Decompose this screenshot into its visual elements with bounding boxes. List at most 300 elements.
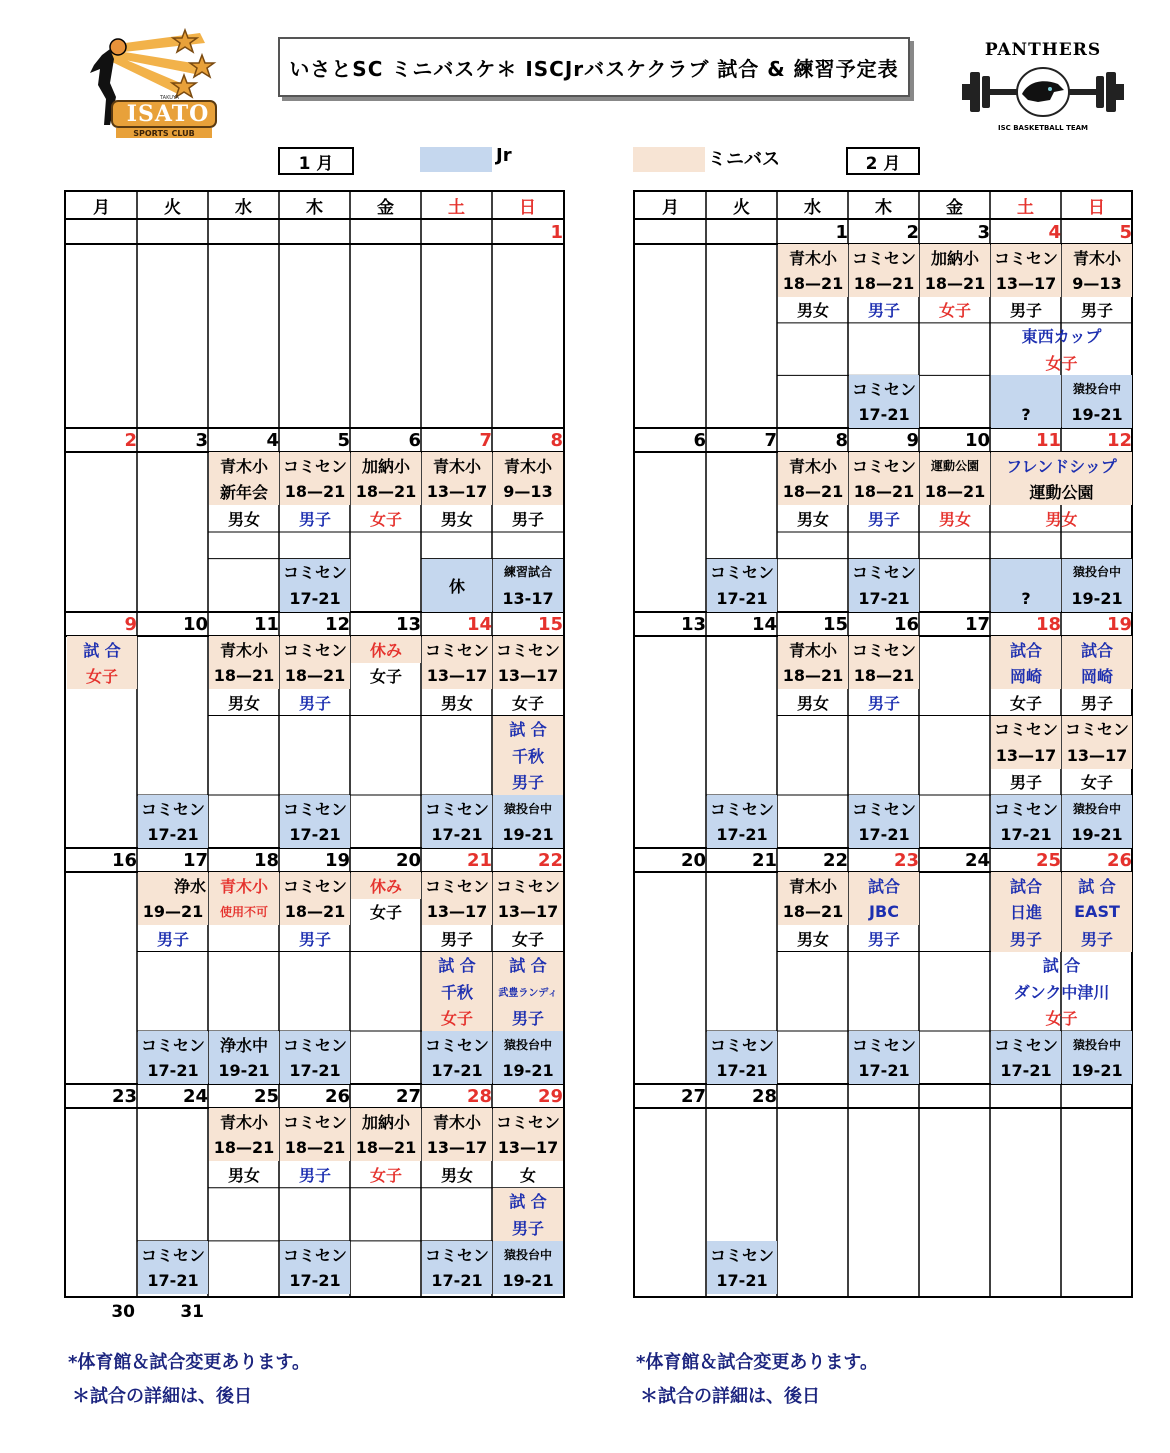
feb-day-number: [848, 1084, 921, 1108]
jan-day-number: 10: [182, 613, 208, 635]
jan-schedule-entry: 青木小: [422, 452, 492, 479]
feb-note-1: *体育館＆試合変更あります。: [636, 1352, 878, 1373]
feb-schedule-entry: 青木小: [778, 636, 848, 663]
jan-schedule-entry: 女子: [369, 510, 402, 530]
jan-schedule-entry: 女: [519, 1165, 536, 1185]
jan-schedule-entry: 17-21: [422, 1058, 492, 1085]
jan-schedule-entry: 千秋: [422, 978, 492, 1005]
feb-day-number: 3: [977, 221, 990, 243]
jan-schedule-entry: 17-21: [280, 1267, 350, 1294]
jan-schedule-entry: 休み: [351, 872, 421, 899]
jan-schedule-entry: 17-21: [422, 1267, 492, 1294]
feb-day-number: 7: [764, 429, 777, 451]
feb-weekday-header: 水: [804, 197, 821, 218]
jan-schedule-entry: 19-21: [493, 822, 563, 849]
feb-schedule-entry: [991, 559, 1061, 586]
jan-schedule-entry: コミセン: [280, 1108, 350, 1135]
jan-schedule-entry: 武豊ランディ: [493, 978, 563, 1005]
jan-weekday-header: 金: [377, 197, 394, 218]
feb-day-number: 26: [1106, 849, 1132, 871]
feb-schedule-entry: 日進: [991, 899, 1061, 926]
jan-schedule-entry: 17-21: [280, 822, 350, 849]
jan-note-2: ＊試合の詳細は、後日: [72, 1386, 252, 1407]
feb-schedule-entry: 9—13: [1062, 270, 1132, 296]
jan-schedule-entry: コミセン: [280, 636, 350, 663]
jan-day-number: 12: [324, 613, 350, 635]
barbell-panther-icon: [958, 62, 1128, 120]
jan-schedule-entry: コミセン: [422, 1031, 492, 1058]
jan-day-number: 22: [537, 849, 563, 871]
feb-schedule-entry: 岡崎: [1062, 663, 1132, 690]
jan-schedule-entry: コミセン: [280, 452, 350, 479]
feb-schedule-entry: 猿投台中: [1062, 795, 1132, 822]
jan-schedule-entry: コミセン: [280, 795, 350, 822]
jan-schedule-entry: 猿投台中: [493, 1241, 563, 1268]
feb-day-number: [919, 1084, 992, 1108]
jan-schedule-entry: 男子: [511, 510, 544, 530]
jan-schedule-entry: 18—21: [280, 479, 350, 506]
feb-schedule-entry: コミセン: [849, 636, 919, 663]
jan-schedule-entry: 17-21: [138, 1267, 208, 1294]
feb-schedule-entry: 13—17: [991, 742, 1061, 769]
feb-schedule-entry: 男子: [867, 929, 900, 949]
feb-schedule-entry: 男子: [1009, 773, 1042, 793]
jan-day-number: 8: [550, 429, 563, 451]
feb-schedule-entry: 猿投台中: [1062, 1031, 1132, 1058]
jan-day-number: 27: [395, 1085, 421, 1107]
jan-schedule-entry: コミセン: [138, 1031, 208, 1058]
jan-day-30: 30: [111, 1302, 135, 1322]
jan-schedule-entry: 男子: [298, 693, 331, 713]
feb-day-number: 4: [1048, 221, 1061, 243]
feb-day-number: 18: [1035, 613, 1061, 635]
feb-weekday-header: 土: [1017, 197, 1034, 218]
feb-schedule-entry: 青木小: [778, 452, 848, 479]
jan-schedule-entry: 女子: [67, 663, 137, 690]
jan-schedule-entry: 男子: [298, 1165, 331, 1185]
jan-schedule-entry: コミセン: [280, 1241, 350, 1268]
jan-schedule-entry: コミセン: [493, 1108, 563, 1135]
jan-day-number: [350, 220, 423, 244]
feb-weekday-header: 月: [662, 197, 679, 218]
jan-schedule-entry: 18—21: [351, 479, 421, 506]
feb-day-number: 1: [835, 221, 848, 243]
feb-schedule-entry: ?: [991, 585, 1061, 612]
jan-schedule-entry: 13-17: [493, 585, 563, 612]
feb-schedule-entry: 18—21: [849, 663, 919, 690]
feb-day-number: [990, 1084, 1063, 1108]
feb-schedule-entry: 男女: [938, 510, 971, 530]
feb-schedule-entry: 女子: [1045, 353, 1078, 373]
feb-schedule-entry: 17-21: [707, 822, 777, 849]
feb-schedule-entry: 17-21: [849, 585, 919, 612]
jan-schedule-entry: 休: [422, 559, 492, 612]
jan-day-number: 14: [466, 613, 492, 635]
feb-schedule-entry: コミセン: [991, 795, 1061, 822]
feb-schedule-entry: 18—21: [778, 479, 848, 506]
jan-day-number: 1: [550, 221, 563, 243]
jan-schedule-entry: 17-21: [138, 1058, 208, 1085]
month-label-feb: 2 月: [846, 147, 920, 175]
jan-schedule-entry: 男女: [227, 693, 260, 713]
feb-weekday-header: 金: [946, 197, 963, 218]
feb-schedule-entry: コミセン: [707, 559, 777, 586]
jan-schedule-entry: 男子: [298, 929, 331, 949]
logo-main-text: ISATO: [126, 101, 210, 127]
jan-schedule-entry: 13—17: [422, 899, 492, 926]
jan-day-number: 13: [395, 613, 421, 635]
jan-schedule-entry: 猿投台中: [493, 1031, 563, 1058]
feb-schedule-entry: 19-21: [1062, 1058, 1132, 1085]
legend-jr-label: Jr: [496, 145, 512, 166]
feb-day-number: 20: [680, 849, 706, 871]
jan-schedule-entry: 女子: [369, 903, 402, 923]
feb-schedule-entry: コミセン: [991, 1031, 1061, 1058]
jan-schedule-entry: 男女: [440, 510, 473, 530]
jan-schedule-entry: 13—17: [422, 663, 492, 690]
feb-schedule-entry: 試合: [991, 872, 1061, 899]
feb-schedule-entry: コミセン: [991, 716, 1061, 743]
feb-schedule-entry: 男子: [1080, 301, 1113, 321]
feb-schedule-entry: 猿投台中: [1062, 375, 1132, 401]
feb-day-number: [706, 220, 779, 244]
feb-schedule-entry: ?: [991, 402, 1061, 428]
jan-schedule-entry: 男子: [156, 929, 189, 949]
jan-schedule-entry: 13—17: [493, 899, 563, 926]
jan-schedule-entry: 使用不可: [209, 899, 279, 926]
jan-day-number: 23: [111, 1085, 137, 1107]
jan-schedule-entry: 女子: [511, 929, 544, 949]
panthers-title: PANTHERS: [984, 40, 1102, 60]
jan-schedule-entry: 男女: [227, 510, 260, 530]
feb-schedule-entry: 女子: [1045, 1009, 1078, 1029]
feb-schedule-entry: 男子: [1009, 301, 1042, 321]
jan-schedule-entry: 18—21: [209, 1135, 279, 1162]
feb-day-number: 22: [822, 849, 848, 871]
jan-schedule-entry: コミセン: [493, 872, 563, 899]
feb-weekday-header: 木: [875, 197, 892, 218]
feb-day-number: [1061, 1084, 1134, 1108]
feb-schedule-entry: 運動公園: [991, 479, 1132, 506]
feb-schedule-entry: 男子: [991, 925, 1061, 952]
jan-schedule-entry: コミセン: [280, 872, 350, 899]
feb-schedule-entry: 13—17: [1062, 742, 1132, 769]
feb-schedule-entry: コミセン: [849, 795, 919, 822]
feb-schedule-entry: 男子: [867, 693, 900, 713]
jan-schedule-entry: 女子: [422, 1005, 492, 1032]
jan-schedule-entry: 加納小: [351, 452, 421, 479]
jan-schedule-entry: コミセン: [422, 636, 492, 663]
jan-schedule-entry: 休み: [351, 636, 421, 663]
jan-schedule-entry: コミセン: [493, 636, 563, 663]
jan-weekday-header: 土: [448, 197, 465, 218]
jan-schedule-entry: 13—17: [422, 1135, 492, 1162]
jan-schedule-entry: 18—21: [209, 663, 279, 690]
jan-day-number: [421, 220, 494, 244]
feb-schedule-entry: 男子: [1062, 925, 1132, 952]
jan-schedule-entry: 青木小: [209, 1108, 279, 1135]
jan-schedule-entry: 19-21: [493, 1058, 563, 1085]
jan-schedule-entry: コミセン: [280, 559, 350, 586]
feb-schedule-entry: 岡崎: [991, 663, 1061, 690]
jan-schedule-entry: 千秋: [493, 742, 563, 769]
jan-schedule-entry: 男子: [493, 1214, 563, 1241]
feb-schedule-entry: 運動公園: [920, 452, 990, 479]
feb-schedule-entry: 17-21: [849, 1058, 919, 1085]
jan-schedule-entry: コミセン: [422, 795, 492, 822]
feb-day-number: 15: [822, 613, 848, 635]
feb-schedule-entry: 男子: [867, 510, 900, 530]
feb-schedule-entry: [991, 375, 1061, 401]
jan-schedule-entry: 18—21: [280, 1135, 350, 1162]
jan-day-number: 5: [337, 429, 350, 451]
month-label-jan: 1 月: [278, 147, 354, 175]
feb-weekday-header: 日: [1088, 197, 1105, 218]
jan-day-number: 3: [195, 429, 208, 451]
feb-schedule-entry: 男女: [796, 301, 829, 321]
jan-schedule-entry: 女子: [511, 693, 544, 713]
jan-day-number: 6: [408, 429, 421, 451]
jan-schedule-entry: 19-21: [209, 1058, 279, 1085]
jan-schedule-entry: 試 合: [493, 1188, 563, 1215]
jan-day-number: 29: [537, 1085, 563, 1107]
feb-day-number: 13: [680, 613, 706, 635]
jan-schedule-entry: コミセン: [422, 872, 492, 899]
isato-logo: [80, 25, 230, 140]
jan-schedule-entry: 女子: [369, 667, 402, 687]
feb-schedule-entry: ダンク中津川: [1013, 982, 1110, 1002]
jan-schedule-entry: 17-21: [138, 822, 208, 849]
jan-schedule-entry: 17-21: [280, 585, 350, 612]
jan-day-number: [66, 220, 139, 244]
january-calendar: [64, 190, 565, 1298]
jan-schedule-entry: コミセン: [280, 1031, 350, 1058]
jan-schedule-entry: 19-21: [493, 1267, 563, 1294]
legend-mini-label: ミニバス: [708, 149, 780, 170]
jan-schedule-entry: 13—17: [493, 663, 563, 690]
feb-schedule-entry: 東西カップ: [1021, 327, 1102, 347]
feb-schedule-entry: 青木小: [778, 872, 848, 899]
feb-schedule-entry: 17-21: [991, 822, 1061, 849]
jan-schedule-entry: 17-21: [280, 1058, 350, 1085]
feb-day-number: 19: [1106, 613, 1132, 635]
feb-schedule-entry: 18—21: [778, 270, 848, 296]
jan-day-number: 16: [111, 849, 137, 871]
feb-schedule-entry: 17-21: [849, 402, 919, 428]
feb-schedule-entry: 男女: [796, 693, 829, 713]
feb-schedule-entry: コミセン: [707, 1241, 777, 1268]
jan-day-number: [208, 220, 281, 244]
feb-schedule-entry: 試 合: [1042, 956, 1081, 976]
feb-schedule-entry: 19-21: [1062, 402, 1132, 428]
jan-day-number: [279, 220, 352, 244]
jan-day-number: 15: [537, 613, 563, 635]
feb-schedule-entry: 青木小: [1062, 244, 1132, 270]
jan-schedule-entry: 猿投台中: [493, 795, 563, 822]
jan-day-number: 2: [124, 429, 137, 451]
feb-day-number: 14: [751, 613, 777, 635]
feb-schedule-entry: 13—17: [991, 270, 1061, 296]
jan-schedule-entry: 18—21: [280, 663, 350, 690]
jan-schedule-entry: 練習試合: [493, 559, 563, 586]
feb-schedule-entry: コミセン: [849, 375, 919, 401]
feb-schedule-entry: コミセン: [707, 795, 777, 822]
feb-day-number: 23: [893, 849, 919, 871]
jan-schedule-entry: 男子: [298, 510, 331, 530]
jan-schedule-entry: 青木小: [493, 452, 563, 479]
jan-schedule-entry: 浄水: [138, 872, 208, 899]
jan-schedule-entry: コミセン: [138, 795, 208, 822]
jan-day-31: 31: [180, 1302, 204, 1322]
jan-schedule-entry: 19—21: [138, 899, 208, 926]
jan-schedule-entry: 女子: [369, 1165, 402, 1185]
feb-schedule-entry: コミセン: [849, 244, 919, 270]
panthers-logo: [958, 40, 1128, 135]
feb-schedule-entry: 男女: [796, 929, 829, 949]
feb-day-number: 24: [964, 849, 990, 871]
jan-day-number: [137, 220, 210, 244]
page-title: いさとSC ミニバスケ＊ ISCJrバスケクラブ 試合 & 練習予定表: [278, 37, 910, 97]
feb-schedule-entry: 18—21: [849, 270, 919, 296]
jan-schedule-entry: コミセン: [138, 1241, 208, 1268]
feb-schedule-entry: 17-21: [991, 1058, 1061, 1085]
feb-day-number: 25: [1035, 849, 1061, 871]
jan-weekday-header: 水: [235, 197, 252, 218]
feb-day-number: [777, 1084, 850, 1108]
jan-day-number: 17: [182, 849, 208, 871]
jan-schedule-entry: 試 合: [67, 636, 137, 663]
feb-schedule-entry: 18—21: [920, 479, 990, 506]
feb-day-number: 5: [1119, 221, 1132, 243]
feb-schedule-entry: 19-21: [1062, 822, 1132, 849]
feb-day-number: 27: [680, 1085, 706, 1107]
jan-weekday-header: 木: [306, 197, 323, 218]
feb-day-number: 10: [964, 429, 990, 451]
jan-schedule-entry: 男女: [227, 1165, 260, 1185]
jan-schedule-entry: 青木小: [209, 636, 279, 663]
jan-weekday-header: 火: [164, 197, 181, 218]
jan-schedule-entry: コミセン: [422, 1241, 492, 1268]
feb-schedule-entry: 18—21: [849, 479, 919, 506]
feb-day-number: 17: [964, 613, 990, 635]
jan-day-number: 21: [466, 849, 492, 871]
feb-schedule-entry: フレンドシップ: [991, 452, 1132, 479]
feb-day-number: 6: [693, 429, 706, 451]
feb-schedule-entry: 男子: [1080, 693, 1113, 713]
feb-schedule-entry: コミセン: [1062, 716, 1132, 743]
jan-schedule-entry: 青木小: [422, 1108, 492, 1135]
feb-day-number: 2: [906, 221, 919, 243]
jan-schedule-entry: 13—17: [493, 1135, 563, 1162]
feb-day-number: 11: [1035, 429, 1061, 451]
jan-schedule-entry: 18—21: [280, 899, 350, 926]
feb-schedule-entry: EAST: [1062, 899, 1132, 926]
feb-schedule-entry: 試合: [849, 872, 919, 899]
jan-schedule-entry: 男子: [493, 1005, 563, 1032]
jan-day-number: 9: [124, 613, 137, 635]
jan-day-number: 24: [182, 1085, 208, 1107]
jan-schedule-entry: 試 合: [422, 952, 492, 979]
jan-day-number: 11: [253, 613, 279, 635]
feb-schedule-entry: 女子: [938, 301, 971, 321]
feb-schedule-entry: 女子: [1080, 773, 1113, 793]
feb-day-number: 16: [893, 613, 919, 635]
jan-day-number: 26: [324, 1085, 350, 1107]
jan-day-number: 18: [253, 849, 279, 871]
feb-schedule-entry: 18—21: [920, 270, 990, 296]
jan-schedule-entry: 浄水中: [209, 1031, 279, 1058]
feb-day-number: 28: [751, 1085, 777, 1107]
feb-schedule-entry: 猿投台中: [1062, 559, 1132, 586]
feb-schedule-entry: 17-21: [849, 822, 919, 849]
jan-schedule-entry: 試 合: [493, 716, 563, 743]
february-calendar: [633, 190, 1133, 1298]
jan-schedule-entry: 男子: [440, 929, 473, 949]
jan-schedule-entry: 男子: [493, 769, 563, 796]
feb-schedule-entry: 18—21: [778, 663, 848, 690]
feb-schedule-entry: 青木小: [778, 244, 848, 270]
feb-schedule-entry: 19-21: [1062, 585, 1132, 612]
feb-schedule-entry: 男子: [867, 301, 900, 321]
jan-schedule-entry: 新年会: [209, 479, 279, 506]
jan-day-number: 25: [253, 1085, 279, 1107]
legend-jr-swatch: [420, 147, 492, 172]
jan-schedule-entry: 9—13: [493, 479, 563, 506]
feb-schedule-entry: JBC: [849, 899, 919, 926]
logo-sub-text: SPORTS CLUB: [133, 128, 195, 138]
jan-schedule-entry: 男女: [440, 693, 473, 713]
feb-schedule-entry: 試 合: [1062, 872, 1132, 899]
feb-schedule-entry: コミセン: [991, 244, 1061, 270]
feb-schedule-entry: コミセン: [849, 452, 919, 479]
feb-day-number: 9: [906, 429, 919, 451]
feb-schedule-entry: コミセン: [849, 559, 919, 586]
feb-note-2: ＊試合の詳細は、後日: [640, 1386, 820, 1407]
jan-schedule-entry: 18—21: [351, 1135, 421, 1162]
feb-schedule-entry: 男女: [796, 510, 829, 530]
jan-day-number: 4: [266, 429, 279, 451]
feb-schedule-entry: 加納小: [920, 244, 990, 270]
jan-day-number: 28: [466, 1085, 492, 1107]
jan-schedule-entry: 13—17: [422, 479, 492, 506]
jan-note-1: *体育館＆試合変更あります。: [68, 1352, 310, 1373]
feb-schedule-entry: 男女: [1045, 510, 1078, 530]
jan-schedule-entry: 加納小: [351, 1108, 421, 1135]
jan-weekday-header: 日: [519, 197, 536, 218]
jan-schedule-entry: 17-21: [422, 822, 492, 849]
feb-schedule-entry: 試合: [1062, 636, 1132, 663]
jan-schedule-entry: 試 合: [493, 952, 563, 979]
jan-schedule-entry: 男女: [440, 1165, 473, 1185]
logo-top-text: TAKUYA: [160, 95, 179, 101]
feb-schedule-entry: 17-21: [707, 585, 777, 612]
jan-day-number: 20: [395, 849, 421, 871]
feb-schedule-entry: 試合: [991, 636, 1061, 663]
jan-weekday-header: 月: [93, 197, 110, 218]
jan-schedule-entry: 青木小: [209, 452, 279, 479]
jan-day-number: 19: [324, 849, 350, 871]
jan-day-number: 7: [479, 429, 492, 451]
feb-schedule-entry: コミセン: [849, 1031, 919, 1058]
feb-weekday-header: 火: [733, 197, 750, 218]
jan-schedule-entry: 青木小: [209, 872, 279, 899]
feb-day-number: 12: [1106, 429, 1132, 451]
feb-schedule-entry: 18—21: [778, 899, 848, 926]
feb-schedule-entry: 17-21: [707, 1267, 777, 1294]
legend-mini-swatch: [633, 147, 705, 172]
panthers-subtitle: ISC BASKETBALL TEAM: [997, 124, 1089, 132]
feb-schedule-entry: 女子: [1009, 693, 1042, 713]
